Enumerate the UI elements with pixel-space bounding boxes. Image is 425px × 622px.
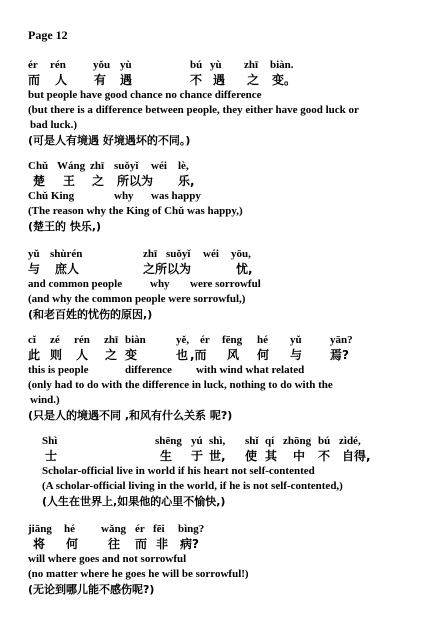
text-segment: 病? <box>180 537 199 551</box>
text-segment: rén <box>74 334 90 346</box>
text-segment: zé <box>50 334 60 346</box>
hanzi-line <box>0 73 425 88</box>
text-segment: Chǔ <box>28 160 49 172</box>
text-segment: 之 <box>105 348 118 362</box>
text-segment: (和老百姓的忧伤的原因,) <box>28 308 153 321</box>
hanzi-line <box>0 537 425 552</box>
text-segment: (可是人有境遇 好境遇坏的不同。) <box>28 134 191 147</box>
text-segment: 之所以为 <box>143 262 192 276</box>
english-line <box>0 363 425 378</box>
english-line <box>0 552 425 567</box>
text-segment: wind.) <box>30 394 60 406</box>
text-segment: why <box>114 190 134 202</box>
text-segment: yōu, <box>231 248 251 260</box>
text-segment: (The reason why the King of Chǔ was happy,) <box>28 205 243 217</box>
text-segment: yān? <box>330 334 353 346</box>
text-segment: yǔ <box>290 334 302 346</box>
text-segment: 自得, <box>342 449 371 463</box>
text-segment: were sorrowful <box>190 278 261 290</box>
text-segment: Chǔ King <box>28 190 75 202</box>
text-segment: rén <box>50 59 66 71</box>
text-segment: 何 <box>257 348 270 362</box>
text-segment: yǒu <box>93 59 111 71</box>
text-segment: with wind what related <box>196 364 305 376</box>
text-segment: 人 <box>76 348 89 362</box>
english-line <box>0 103 425 118</box>
text-segment: 往 <box>108 537 121 551</box>
text-segment: zìdé, <box>339 435 361 447</box>
text-segment: 变。 <box>272 73 297 87</box>
text-segment: (but there is a difference between people, they either have good luck or <box>28 104 359 116</box>
chinese-translation-line <box>0 133 425 148</box>
text-segment: cǐ <box>28 334 36 346</box>
text-segment: yù <box>210 59 222 71</box>
text-segment: this is people <box>28 364 89 376</box>
text-segment: (no matter where he goes he will be sorrowful!) <box>28 568 249 580</box>
text-segment: jiāng <box>28 523 52 535</box>
pinyin-line <box>0 58 425 73</box>
text-segment: 之 <box>92 174 105 188</box>
chinese-translation-line <box>0 582 425 597</box>
english-line <box>0 393 425 408</box>
pinyin-line <box>0 434 425 449</box>
text-segment: bú <box>318 435 331 447</box>
text-segment: hé <box>257 334 268 346</box>
text-segment: ér <box>200 334 210 346</box>
pinyin-line <box>0 247 425 262</box>
text-segment: 王 <box>63 174 76 188</box>
text-segment: zhī <box>244 59 259 71</box>
text-segment: 世, <box>209 449 226 463</box>
text-segment: lè, <box>178 160 189 172</box>
text-segment: zhī <box>104 334 119 346</box>
text-segment: biàn <box>125 334 146 346</box>
text-segment: 其 <box>265 449 278 463</box>
text-segment: 楚 <box>33 174 46 188</box>
text-segment: 也 <box>176 348 189 362</box>
text-segment: (A scholar-official living in the world, if he is not self-contented,) <box>42 480 343 492</box>
text-segment: 将 <box>33 537 46 551</box>
text-segment: 遇 <box>120 73 133 87</box>
text-segment: bad luck.) <box>30 119 78 131</box>
text-segment: fēng <box>222 334 243 346</box>
text-segment: 焉? <box>330 348 349 362</box>
english-line <box>0 118 425 133</box>
text-segment: Scholar-official live in world if his heart not self-contented <box>42 465 315 477</box>
text-segment: 生 <box>160 449 173 463</box>
text-segment: 有 <box>94 73 107 87</box>
text-segment: 不 <box>318 449 331 463</box>
text-segment: ér <box>28 59 38 71</box>
text-segment: zhī <box>90 160 105 172</box>
text-segment: (人生在世界上,如果他的心里不愉快,) <box>42 495 226 508</box>
text-segment: zhī <box>143 248 158 260</box>
text-segment: yǔ <box>28 248 40 260</box>
text-segment: hé <box>64 523 75 535</box>
english-line <box>0 88 425 103</box>
text-segment: 则 <box>50 348 63 362</box>
text-segment: 不 <box>190 73 203 87</box>
text-segment: Shì <box>42 435 58 447</box>
pinyin-line <box>0 159 425 174</box>
text-segment: but people have good chance no chance difference <box>28 89 262 101</box>
text-segment: 非 <box>156 537 169 551</box>
hanzi-line <box>0 348 425 363</box>
text-segment: difference <box>125 364 172 376</box>
text-segment: wéi <box>203 248 219 260</box>
text-segment: 所以为 <box>117 174 154 188</box>
english-line <box>0 292 425 307</box>
chinese-translation-line <box>0 307 425 322</box>
text-segment: (and why the common people were sorrowful,) <box>28 293 246 305</box>
pinyin-line <box>0 333 425 348</box>
pinyin-line <box>0 522 425 537</box>
text-segment: 使 <box>245 449 258 463</box>
text-segment: yù <box>120 59 132 71</box>
hanzi-line <box>0 449 425 464</box>
english-line <box>0 567 425 582</box>
text-segment: yú <box>191 435 203 447</box>
text-segment: ér <box>135 523 145 535</box>
text-segment: and common people <box>28 278 123 290</box>
text-segment: shǐ <box>245 435 259 447</box>
chinese-translation-line <box>0 408 425 423</box>
text-segment: (only had to do with the difference in luck, nothing to do with the <box>28 379 333 391</box>
text-segment: 与 <box>28 262 41 276</box>
text-segment: 而 <box>135 537 148 551</box>
text-segment: 风 <box>227 348 240 362</box>
text-segment: 庶人 <box>55 262 80 276</box>
text-segment: yě, <box>176 334 190 346</box>
text-segment: shùrén <box>50 248 83 260</box>
english-line <box>0 277 425 292</box>
text-segment: was happy <box>151 190 201 202</box>
text-segment: 变 <box>125 348 138 362</box>
text-segment: wǎng <box>101 523 127 535</box>
text-segment: 忧, <box>236 262 253 276</box>
text-segment: 何 <box>66 537 79 551</box>
hanzi-line <box>0 262 425 277</box>
text-segment: 遇 <box>213 73 226 87</box>
text-segment: bú <box>190 59 203 71</box>
text-segment: wéi <box>151 160 167 172</box>
text-segment: 人 <box>55 73 68 87</box>
text-segment: qí <box>265 435 275 447</box>
text-segment: Wáng <box>57 160 86 172</box>
text-segment: 与 <box>290 348 303 362</box>
text-segment: (楚王的 快乐,) <box>28 220 102 233</box>
english-line <box>0 479 425 494</box>
text-segment: (无论到哪儿能不感伤呢?) <box>28 583 155 596</box>
text-segment: 之 <box>247 73 260 87</box>
chinese-translation-line <box>0 494 425 509</box>
english-line <box>0 464 425 479</box>
text-segment: suǒyǐ <box>114 160 139 172</box>
text-segment: ,而 <box>190 348 207 362</box>
text-segment: zhōng <box>283 435 312 447</box>
text-segment: suǒyǐ <box>166 248 191 260</box>
text-segment: 士 <box>45 449 58 463</box>
english-line <box>0 189 425 204</box>
text-segment: why <box>150 278 170 290</box>
page-title: Page 12 <box>28 28 68 42</box>
english-line <box>0 204 425 219</box>
text-segment: 中 <box>293 449 306 463</box>
text-segment: 于 <box>191 449 204 463</box>
text-segment: 此 <box>28 348 41 362</box>
text-segment: biàn. <box>270 59 294 71</box>
text-segment: shēng <box>155 435 182 447</box>
text-segment: will where goes and not sorrowful <box>28 553 187 565</box>
text-segment: (只是人的境遇不同 ,和风有什么关系 呢?) <box>28 409 233 422</box>
text-segment: bìng? <box>178 523 205 535</box>
english-line <box>0 378 425 393</box>
text-segment: 乐, <box>178 174 195 188</box>
hanzi-line <box>0 174 425 189</box>
chinese-translation-line <box>0 219 425 234</box>
text-segment: fēi <box>153 523 165 535</box>
text-segment: shì, <box>209 435 226 447</box>
text-segment: 而 <box>28 73 41 87</box>
